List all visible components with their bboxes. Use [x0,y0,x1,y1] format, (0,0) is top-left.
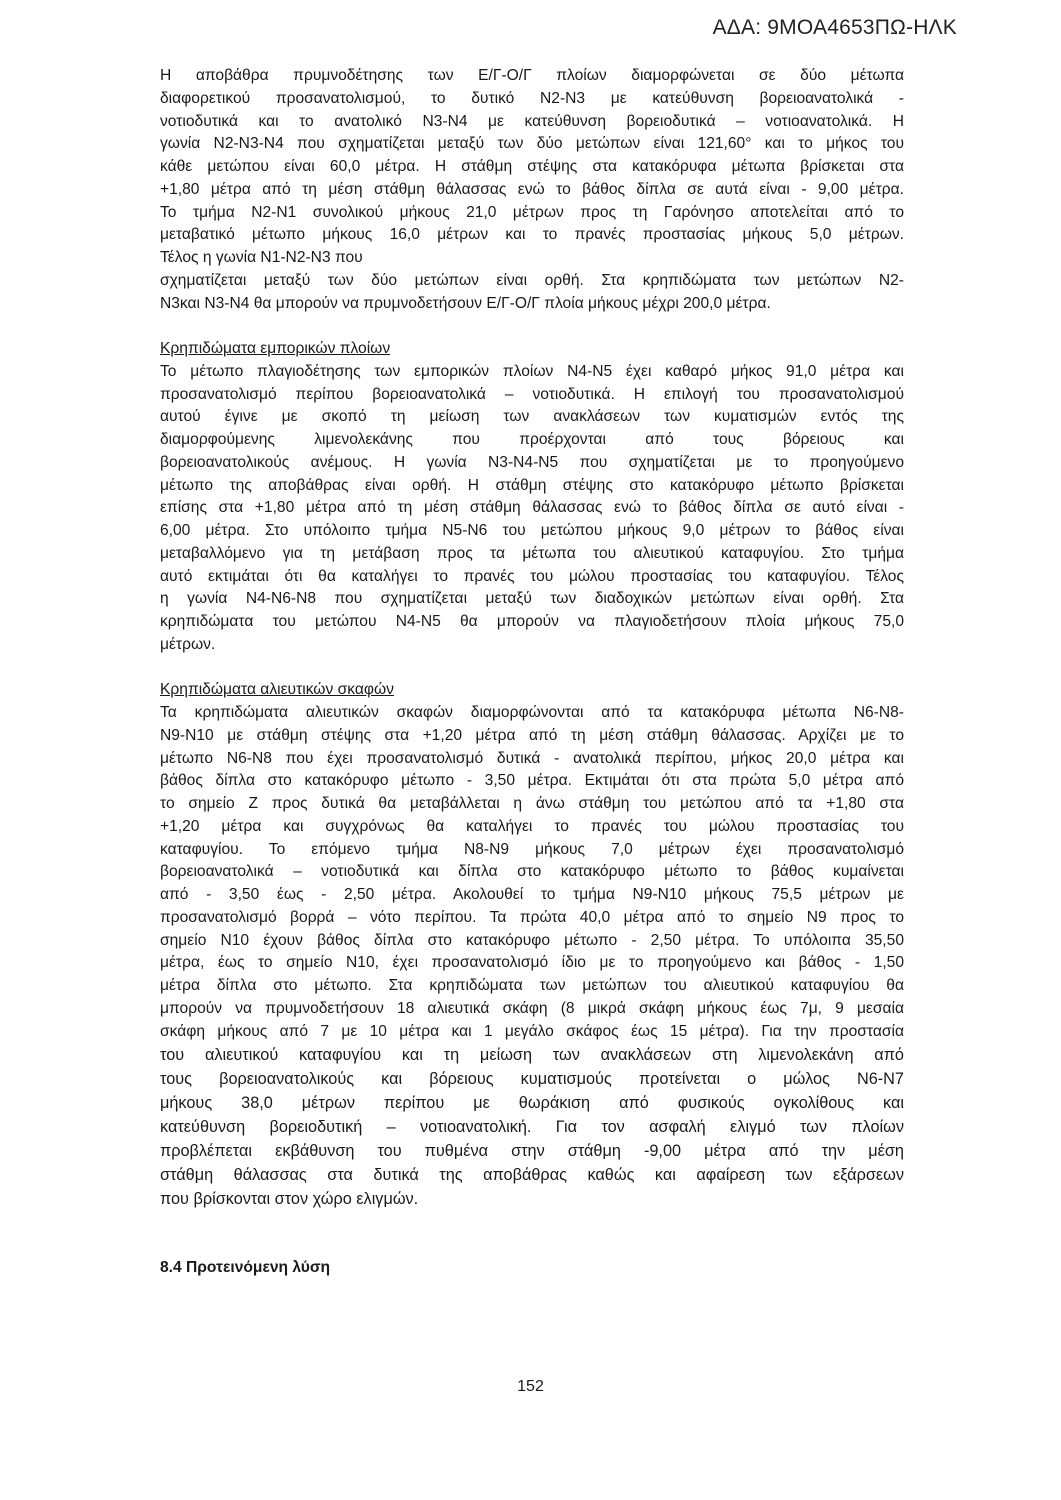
text-line: τους βορειοανατολικούς και βόρειους κυματισμούς προτείνεται ο μώλος Ν6-Ν7 [160,1070,904,1089]
text-line: βορειοανατολικούς ανέμους. Η γωνία Ν3-Ν4-Ν5 που σχηματίζεται με το προηγούμενο [160,453,904,471]
text-line: μέτρα, έως το σημείο Ν10, έχει προσανατολισμό ίδιο με το προηγούμενο και βάθος - 1,50 [160,954,904,972]
text-line: 6,00 μέτρα. Στο υπόλοιπο τμήμα Ν5-Ν6 του μετώπου μήκους 9,0 μέτρων το βάθος είναι [160,522,904,539]
section-heading-fishing: Κρηπιδώματα αλιευτικών σκαφών [160,681,394,699]
page-number: 152 [517,1378,544,1395]
text-line: σκάφη μήκους από 7 με 10 μέτρα και 1 μεγάλο σκάφος έως 15 μέτρα). Για την προστασία [160,1022,904,1040]
text-line: προσανατολισμό βορρά – νότο περίπου. Τα πρώτα 40,0 μέτρα από το σημείο Ν9 προς το [160,908,904,926]
text-line: καταφυγίου. Το επόμενο τμήμα Ν8-Ν9 μήκους 7,0 μέτρων έχει προσανατολισμό [160,840,904,858]
text-line: κρηπιδώματα του μετώπου Ν4-Ν5 θα μπορούν να πλαγιοδετήσουν πλοία μήκους 75,0 [160,613,904,630]
section-merchant-ships [160,338,904,657]
text-line: επίσης στα +1,80 μέτρα από τη μέση στάθμη θάλασσας ενώ το βάθος δίπλα σε αυτό είναι - [160,499,904,517]
spacer [160,1211,904,1234]
text-line: νοτιοδυτικά και το ανατολικό Ν3-Ν4 με κατεύθυνση βορειοδυτικά – νοτιοανατολικά. Η [160,112,904,130]
text-line: σχηματίζεται μεταξύ των δύο μετώπων είναι ορθή. Στα κρηπιδώματα των μετώπων Ν2- [160,271,904,289]
text-line: μεταβατικό μέτωπο μήκους 16,0 μέτρων και το πρανές προστασίας μήκους 5,0 μέτρων. [160,226,904,244]
spacer [160,315,904,338]
document-body [160,65,904,1280]
text-line: γωνία Ν2-Ν3-Ν4 που σχηματίζεται μεταξύ των δύο μετώπων είναι 121,60° και το μήκος του [160,135,904,153]
text-line: Το τμήμα Ν2-Ν1 συνολικού μήκους 21,0 μέτρων προς τη Γαρόνησο αποτελείται από το [160,203,904,221]
text-line: αυτού έγινε με σκοπό τη μείωση των ανακλάσεων των κυματισμών εντός της [160,408,904,426]
text-line: +1,20 μέτρα και συγχρόνως θα καταλήγει το πρανές του μώλου προστασίας του [160,817,904,835]
text-line: βορειοανατολικά – νοτιοδυτικά και δίπλα στο κατακόρυφο μέτωπο το βάθος κυμαίνεται [160,863,904,881]
spacer [160,1234,904,1257]
text-line: Η αποβάθρα πρυμνοδέτησης των Ε/Γ-Ο/Γ πλοίων διαμορφώνεται σε δύο μέτωπα [160,67,904,84]
text-line: μέτωπο της αποβάθρας είναι ορθή. Η στάθμη στέψης στο κατακόρυφο μέτωπο βρίσκεται [160,476,904,494]
text-line: κατεύθυνση βορειοδυτική – νοτιοανατολική. Για τον ασφαλή ελιγμό των πλοίων [160,1118,904,1137]
text-line: η γωνία Ν4-Ν6-Ν8 που σχηματίζεται μεταξύ των διαδοχικών μετώπων είναι ορθή. Στα [160,590,904,608]
text-line: βάθος δίπλα στο κατακόρυφο μέτωπο - 3,50 μέτρα. Εκτιμάται ότι στα πρώτα 5,0 μέτρα από [160,772,904,790]
text-line: προβλέπεται εκβάθυνση του πυθμένα στην στάθμη -9,00 μέτρα από την μέση [160,1142,904,1161]
paragraph-breakwater [160,1043,904,1211]
text-line: +1,80 μέτρα από τη μέση στάθμη θάλασσας ενώ το βάθος δίπλα σε αυτά είναι - 9,00 μέτρα. [160,180,904,198]
paragraph-ferry-pier [160,65,904,315]
text-line: αυτό εκτιμάται ότι θα καταλήγει το πρανές του μώλου προστασίας του καταφυγίου. Τέλος [160,567,904,585]
text-line: μέτρων. [160,635,216,653]
text-line: στάθμη θάλασσας στα δυτικά της αποβάθρας καθώς και αφαίρεση των εξάρσεων [160,1166,904,1185]
text-line: το σημείο Ζ προς δυτικά θα μεταβάλλεται η άνω στάθμη του μετώπου από τα +1,80 στα [160,795,904,812]
spacer [160,657,904,680]
text-line: διαφορετικού προσανατολισμού, το δυτικό Ν2-Ν3 με κατεύθυνση βορειοανατολικά - [160,89,904,107]
section-heading-proposed-solution: 8.4 Προτεινόμενη λύση [160,1258,331,1276]
text-line: του αλιευτικού καταφυγίου και τη μείωση των ανακλάσεων στη λιμενολεκάνη από [160,1046,904,1065]
text-line: σημείο Ν10 έχουν βάθος δίπλα στο κατακόρυφο μέτωπο - 2,50 μέτρα. Το υπόλοιπα 35,50 [160,931,904,949]
text-line: Τα κρηπιδώματα αλιευτικών σκαφών διαμορφώνονται από τα κατακόρυφα μέτωπα Ν6-Ν8- [160,704,904,721]
text-line: μέτωπο Ν6-Ν8 που έχει προσανατολισμό δυτικά - ανατολικά περίπου, μήκος 20,0 μέτρα και [160,749,904,767]
text-line: μπορούν να πρυμνοδετήσουν 18 αλιευτικά σκάφη (8 μικρά σκάφη μήκους έως 7μ, 9 μεσαία [160,999,904,1017]
section-heading-merchant: Κρηπιδώματα εμπορικών πλοίων [160,340,391,357]
ada-code: ΑΔΑ: 9ΜΟΑ4653ΠΩ-ΗΛΚ [712,16,957,39]
text-line: διαμορφούμενης λιμενολεκάνης που προέρχονται από τους βόρειους και [160,431,904,448]
text-line: μεταβαλλόμενο για τη μετάβαση προς τα μέτωπα του αλιευτικού καταφυγίου. Στο τμήμα [160,544,904,562]
text-line: μέτρα δίπλα στο μέτωπο. Στα κρηπιδώματα των μετώπων του αλιευτικού καταφυγίου θα [160,977,904,994]
text-line: που βρίσκονται στον χώρο ελιγμών. [160,1190,419,1209]
text-line: από - 3,50 έως - 2,50 μέτρα. Ακολουθεί το τμήμα Ν9-Ν10 μήκους 75,5 μέτρων με [160,886,904,903]
text-line: Ν3και Ν3-Ν4 θα μπορούν να πρυμνοδετήσουν Ε/Γ-Ο/Γ πλοία μήκους μέχρι 200,0 μέτρα. [160,294,771,312]
section-fishing-boats [160,679,904,1211]
text-line: Τέλος η γωνία Ν1-Ν2-Ν3 που [160,249,363,266]
text-line: Το μέτωπο πλαγιοδέτησης των εμπορικών πλοίων Ν4-Ν5 έχει καθαρό μήκος 91,0 μέτρα και [160,362,904,380]
text-line: κάθε μετώπου είναι 60,0 μέτρα. Η στάθμη στέψης στα κατακόρυφα μέτωπα βρίσκεται στα [160,158,904,175]
text-line: προσανατολισμό περίπου βορειοανατολικά – νοτιοδυτικά. Η επιλογή του προσανατολισμού [160,385,904,403]
text-line: Ν9-Ν10 με στάθμη στέψης στα +1,20 μέτρα από τη μέση στάθμη θάλασσας. Αρχίζει με το [160,726,904,744]
text-line: μήκους 38,0 μέτρων περίπου με θωράκιση από φυσικούς ογκολίθους και [160,1094,904,1113]
